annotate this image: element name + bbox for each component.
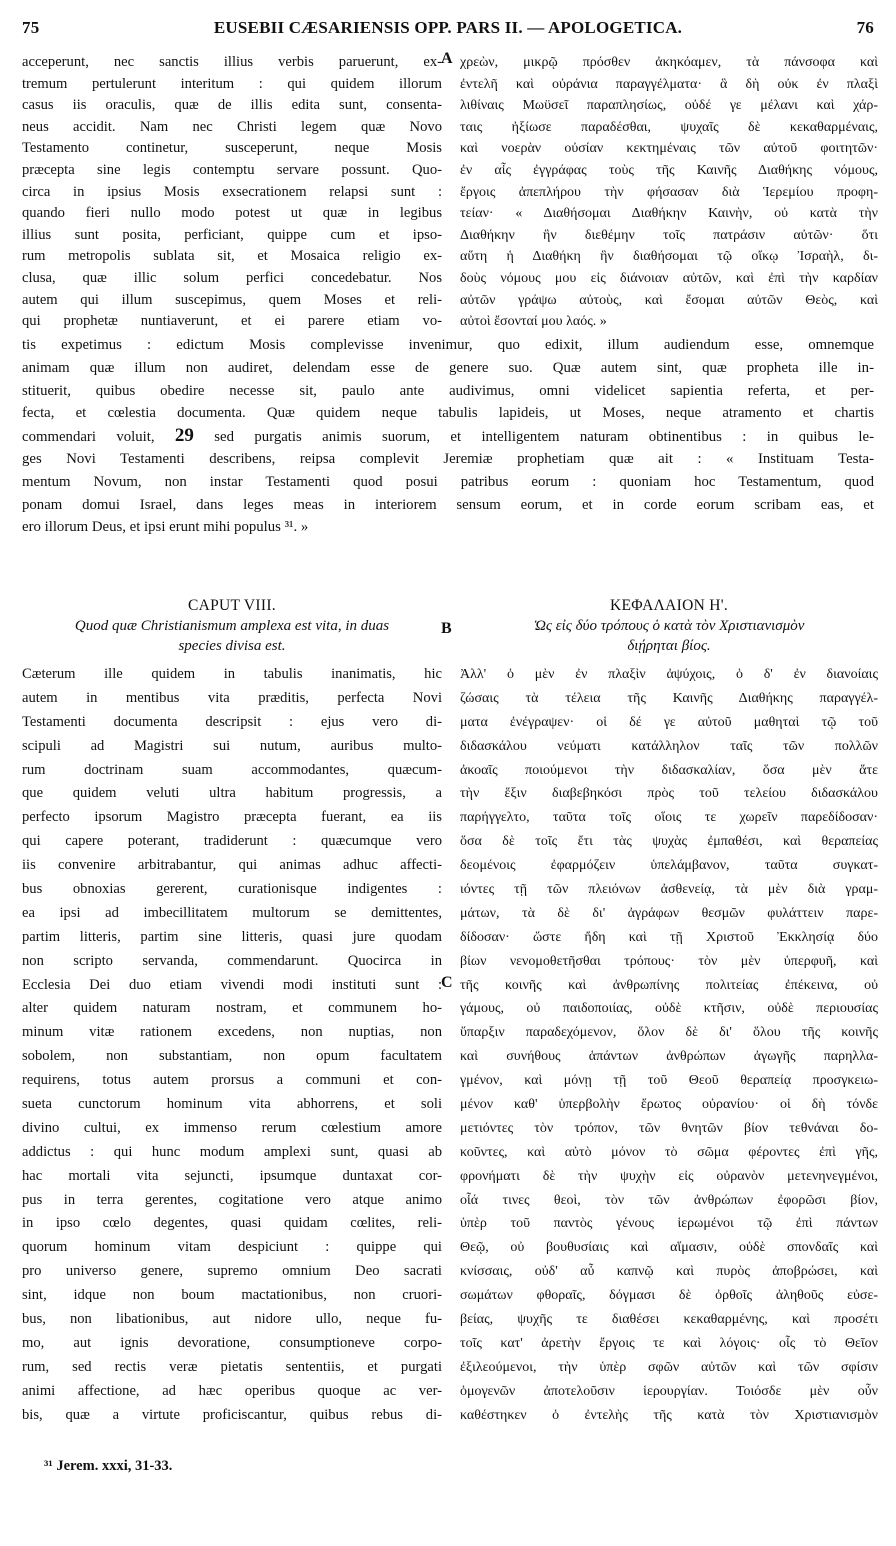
running-header <box>22 18 874 44</box>
text-line: divino cultui, ex immenso rerum cœlestium amore <box>22 1119 442 1136</box>
text-line: quando fieri nullo modo potest ut quæ in legibus <box>22 205 442 222</box>
text-line: partim litteris, partim sine litteris, quasi jure quodam <box>22 928 442 945</box>
text-line: Διαθήκην ἣν διεθέμην τοῖς πατράσιν αὐτῶν· ὅτι <box>460 227 878 243</box>
text-line: rum, sed rectis veræ pietatis sententiis, et purgati <box>22 1358 442 1375</box>
text-line: ὅσα δὲ τοῖς ἔτι τὰς ψυχὰς ἐμπαθέσι, καὶ θεραπείας <box>460 834 878 850</box>
text-line: βείας, ψυχῆς τε διαθέσει κεκαθαρμένης, καὶ προσέτι <box>460 1312 878 1328</box>
text-line: alter quidem naturam nostram, et communem ho- <box>22 1000 442 1017</box>
text-line: que quidem veluti ultra habitum progressis, a <box>22 785 442 802</box>
text-line: Testamenti documenta descripsit : ejus vero di- <box>22 713 442 730</box>
text-line: ea ipsi ad imbecillitatem multorum se demittentes, <box>22 904 442 921</box>
text-line: τῆς κοινῆς καὶ ἀνθρωπίνης πολιτείας ἐπέκεινα, οὐ <box>460 977 878 993</box>
greek-column-bottom <box>460 663 878 1428</box>
text-line: Θεῷ, οὐ βουθυσίαις καὶ αἵμασιν, οὐδὲ σπονδαῖς καὶ <box>460 1240 878 1256</box>
greek-column-top <box>460 52 878 333</box>
text-line: animam quæ illum non audiret, delendam esse de genere suo. Quæ autem sint, quæ propheta ille in- <box>22 359 874 376</box>
text-line: καὶ νοερὰν οὐσίαν κεκτημέναις τῶν αὐτοῦ φοιτητῶν· <box>460 141 878 157</box>
text-line: tremum pertulerunt interitum : qui quidem illorum <box>22 75 442 92</box>
text-line: κνίσσαις, οὐδ' αὖ καπνῷ καὶ πυρὸς ἀποβρώσει, καὶ <box>460 1264 878 1280</box>
text-line: Testamento continetur, susceperunt, neque Mosis <box>22 140 442 157</box>
running-title: EUSEBII CÆSARIENSIS OPP. PARS II. — APOLOGETICA. <box>213 18 683 37</box>
text-line: perfecto ipsorum Magistro præcepta fuerant, ea iis <box>22 809 442 826</box>
text-line: qui capere poterant, tradiderunt : quæcumque vero <box>22 833 442 850</box>
text-line: bus, non libationibus, aut nidore ullo, neque fu- <box>22 1311 442 1328</box>
text-line: quorum hominum vitam despiciunt : quippe qui <box>22 1239 442 1256</box>
text-line: βίων νενομοθετῆσθαι τρόπους· τὸν μὲν ὑπερφυῆ, καὶ <box>460 953 878 969</box>
text-line: μάτων, τὰ δὲ δι' ἀγράφων θεσμῶν φυλάττειν παρε- <box>460 905 878 921</box>
text-line: minum vitæ rationem excedens, non nuptias, non <box>22 1024 442 1041</box>
chapter-subtitle: διῄρηται βίος. <box>627 638 711 654</box>
text-line: qui prophetæ nuntiaverunt, et ei parere etiam vo- <box>22 313 442 330</box>
text-line: pro universo genere, supremo omnium Deo sacrati <box>22 1263 442 1280</box>
text-line: ἔργοις ἀπεπλήρου τὴν φήσασαν διὰ Ἱερεμίου προφη- <box>460 184 878 200</box>
margin-letter-a: A <box>441 50 453 67</box>
latin-column-top <box>22 52 442 333</box>
page-number-left: 75 <box>22 18 40 37</box>
text-line: acceperunt, nec sanctis illius verbis paruerunt, ex- <box>22 54 442 70</box>
margin-letter-c: C <box>441 974 453 991</box>
text-line: οἷά τινες θεοὶ, τὸν τῶν ἀνθρώπων ἐφορῶσι βίον, <box>460 1192 878 1208</box>
text-line: bis, quæ a virtute proficiscantur, quibus rebus di- <box>22 1406 442 1423</box>
text-line: αὐτῶν γράψω αὐτοὺς, καὶ ἔσομαι αὐτῶν Θεὸς, καὶ <box>460 292 878 308</box>
text-line: φρονήματι δὲ τὴν ψυχὴν εἰς οὐρανὸν μετενηνεγμένοι, <box>460 1168 878 1184</box>
text-line: rum metropolis sublata sit, et Mosaica religio ex- <box>22 248 442 265</box>
page-number-right: 76 <box>856 18 874 37</box>
text-line: hac mortali vita sejuncti, ipsumque duntaxat cor- <box>22 1167 442 1184</box>
text-line: neus accidit. Nam nec Christi legem quæ Novo <box>22 118 442 135</box>
text-line: ὁμογενῶν ἀποτελοῦσιν ἱερουργίαν. Τοιόσδε μὲν οὖν <box>460 1383 878 1399</box>
text-line: λιθίναις Μωϋσεῖ παραπλησίως, οὐδέ γε μέλανι καὶ χάρ- <box>460 98 878 114</box>
text-line: ἐν αἷς ἐγγράφας τοὺς τῆς Καινῆς Διαθήκης νόμους, <box>460 162 878 178</box>
text-line: ἐξιλεούμενοι, τὴν ὑπὲρ σφῶν αὐτῶν καὶ τῶν σφίσιν <box>460 1359 878 1375</box>
text-line: ero illorum Deus, et ipsi erunt mihi populus ³¹. » <box>22 519 309 536</box>
text-segment: sed purgatis animis suorum, et intelligentem naturam obtinentibus : in quibus le- <box>214 429 874 446</box>
text-line: sint, idque non boum mactationibus, non cruori- <box>22 1287 442 1304</box>
text-line: requirens, totus autem prorsus a communi et con- <box>22 1072 442 1089</box>
text-line: stituerit, quibus obedire necesse sit, paulo ante audivimus, omni videlicet sapientia referta, et per- <box>22 382 874 399</box>
text-line: ταις ἠξίωσε παραδέσθαι, ψυχαῖς δὲ κεκαθαρμέναις, <box>460 119 878 135</box>
text-line: præcepta sine legis contemptu servare possunt. Quo- <box>22 161 442 178</box>
text-line: sueta cunctorum hominum vita abhorrens, et soli <box>22 1096 442 1113</box>
text-line: addictus : qui hunc modum amplexi sunt, quasi ab <box>22 1143 442 1160</box>
text-line: non scripto servanda, commendarunt. Quocirca in <box>22 952 442 969</box>
text-line: ματα ἐνέγραψεν· οἱ δέ γε αὐτοῦ μαθηταὶ τῷ τοῦ <box>460 714 878 730</box>
text-line: παρήγγελτο, ταῦτα τοῖς οἵοις τε χωρεῖν παρεδίδοσαν· <box>460 810 878 826</box>
text-line: χρεὼν, μικρῷ πρόσθεν ἀκηκόαμεν, τὰ πάνσοφα καὶ <box>460 55 878 70</box>
text-line: mentum Novum, non instar Testamenti quod posui patribus eorum : quoniam hoc Testamentum, quod <box>22 473 874 490</box>
text-line: sobolem, non substantiam, non opum facultatem <box>22 1048 442 1065</box>
text-line: animi affectione, ad hæc operibus quoque ac ver- <box>22 1382 442 1399</box>
text-line: mo, aut ignis devoratione, consumptioneve corpo- <box>22 1334 442 1351</box>
chapter-subtitle: Ὡς εἰς δύο τρόπους ὁ κατὰ τὸν Χριστιανισμὸν <box>533 618 805 634</box>
text-line: τοῖς κατ' ἀρετὴν ἔργοις τε καὶ λόγοις· οἷς τὸ Θεῖον <box>460 1335 878 1351</box>
margin-letter-b: B <box>441 620 452 637</box>
text-line: casus iis oraculis, quæ de illis edita sunt, consenta- <box>22 97 442 114</box>
text-line: αὕτη ἡ Διαθήκη ἣν διαθήσομαι τῷ οἴκῳ Ἰσραὴλ, δι- <box>460 249 878 265</box>
text-line: μένον καθ' ὑπερβολὴν ἔρωτος οὐρανίου· οἱ δὴ τόνδε <box>460 1097 878 1113</box>
chapter-subtitle: Quod quæ Christianismum amplexa est vita, in duas <box>74 618 390 634</box>
chapter-title: ΚΕΦΑΛΑΙΟΝ Η'. <box>609 597 729 614</box>
text-segment: commendari voluit, <box>22 429 155 446</box>
text-line: ὑπὲρ τοῦ παντὸς γένους ἱερωμένοι τῷ ἐπὶ πάντων <box>460 1216 878 1232</box>
text-line: γάμους, οὐ παιδοποιίας, οὐδὲ κτῆσιν, οὐδὲ περιουσίας <box>460 1001 878 1017</box>
chapter-title: CAPUT VIII. <box>188 597 276 614</box>
full-width-paragraph <box>22 334 874 539</box>
chapter-heading-greek <box>460 596 878 656</box>
text-line: δοὺς νόμους μου εἰς διάνοιαν αὐτῶν, καὶ ἐπὶ τὴν καρδίαν <box>460 270 878 286</box>
text-line: autem in mentibus vita præditis, perfecta Novi <box>22 689 442 706</box>
text-line: καὶ συνήθους ἁπάντων ἀνθρώπων ἀγωγῆς παρηλλα- <box>460 1049 878 1065</box>
text-line: ἐντελῆ καὶ οὐράνια παραγγέλματα· ἃ δὴ οὐκ ἐν πλαξὶ <box>460 76 878 92</box>
text-line: Cæterum ille quidem in tabulis inanimatis, hic <box>22 666 442 682</box>
text-line: ἀκοαῖς ποιούμενοι τὴν διδασκαλίαν, ὅσα μὲν ἅτε <box>460 762 878 778</box>
text-line: in ipso cœlo degentes, quasi quidam cœlites, reli- <box>22 1215 442 1232</box>
text-line: rum doctrinam suam accommodantes, quæcum- <box>22 761 442 778</box>
chapter-heading-latin <box>22 596 442 656</box>
text-line: Ἀλλ' ὁ μὲν ἐν πλαξὶν ἀψύχοις, ὁ δ' ἐν διανοίαις <box>460 667 878 682</box>
text-line: αὐτοὶ ἔσονταί μου λαός. » <box>460 314 607 330</box>
text-line: διδασκάλου νεύματι κατάλληλον ταῖς τῶν πολλῶν <box>460 738 878 754</box>
text-line-with-column-number <box>22 425 874 448</box>
footnote: ³¹ Jerem. xxxi, 31-33. <box>44 1458 173 1474</box>
text-line: κοῦντες, καὶ αὐτὸ μόνον τὸ σῶμα φέροντες ἐπὶ γῆς, <box>460 1144 878 1160</box>
text-line: bus obnoxias gererent, curationisque indigentes : <box>22 881 442 898</box>
text-line: ponam domui Israel, dans leges meas in interiorem sensum eorum, et in corde eorum scribam eas, et <box>22 496 874 513</box>
text-line: τὴν ἕξιν διαβεβηκόσι πρὸς τοῦ τελείου διδασκάλου <box>460 786 878 802</box>
text-line: ges Novi Testamenti describens, reipsa complevit Jeremiæ prophetiam quæ ait : « Instituam Testa- <box>22 450 874 467</box>
text-line: ιόντες τῇ τῶν πλειόνων ἀσθενείᾳ, τὰ μὲν διὰ γραμ- <box>460 882 878 898</box>
text-line: tis expetimus : edictum Mosis complevisse invenimur, quo edixit, illum audiendum esse, omnemque <box>22 337 874 353</box>
text-line: illius sunt posita, perficiant, quippe cum et ipso- <box>22 226 442 243</box>
text-line: ζώσαις τὰ τέλεια τῆς Καινῆς Διαθήκης παραγγέλ- <box>460 690 878 706</box>
text-line: ὕπαρξιν παραδεχόμενον, ὅλον δὲ δι' ὅλου τῆς κοινῆς <box>460 1025 878 1041</box>
text-line: fecta, et cœlestia documenta. Quæ quidem neque tabulis lapideis, ut Moses, neque atramento et chartis <box>22 405 874 422</box>
text-line: circa in ipsius Mosis exsecrationem relapsi sunt : <box>22 183 442 200</box>
text-line: scipuli ad Magistri sui nutum, auribus multo- <box>22 737 442 754</box>
latin-column-bottom <box>22 663 442 1428</box>
text-line: τείαν· « Διαθήσομαι Διαθήκην Καινὴν, οὐ κατὰ τὴν <box>460 206 878 222</box>
column-number: 29 <box>174 425 194 447</box>
text-line: autem qui illum suscepimus, quem Moses et reli- <box>22 291 442 308</box>
text-line: μετιόντες τὸν τρόπον, τῶν θνητῶν βίον τεθνάναι δο- <box>460 1120 878 1136</box>
text-line: clusa, quæ illic solum perfici concedebatur. Nos <box>22 269 442 286</box>
text-line: δεομένοις ἐφαρμόζειν ὑπελάμβανον, ταῦτα συγκατ- <box>460 858 878 874</box>
text-line: δίδοσαν· ὥστε ἤδη καὶ τῇ Χριστοῦ Ἐκκλησίᾳ δύο <box>460 929 878 945</box>
chapter-subtitle: species divisa est. <box>178 638 286 654</box>
text-line: pus in terra gerentes, cogitatione vero atque animo <box>22 1191 442 1208</box>
text-line: καθέστηκεν ὁ ἐντελὴς τῆς κατὰ τὸν Χριστιανισμὸν <box>460 1407 878 1423</box>
text-line: Ecclesia Dei duo etiam vivendi modi instituti sunt : <box>22 976 442 993</box>
text-line: iis convenire arbitrabantur, qui animas adhuc affecti- <box>22 857 442 874</box>
text-line: σωμάτων φθοραῖς, δόγμασι δὲ ὀρθοῖς ἀληθοῦς εὐσε- <box>460 1288 878 1304</box>
text-line: γμένον, καὶ μόνῃ τῇ τοῦ Θεοῦ θεραπείᾳ προσγκειω- <box>460 1073 878 1089</box>
